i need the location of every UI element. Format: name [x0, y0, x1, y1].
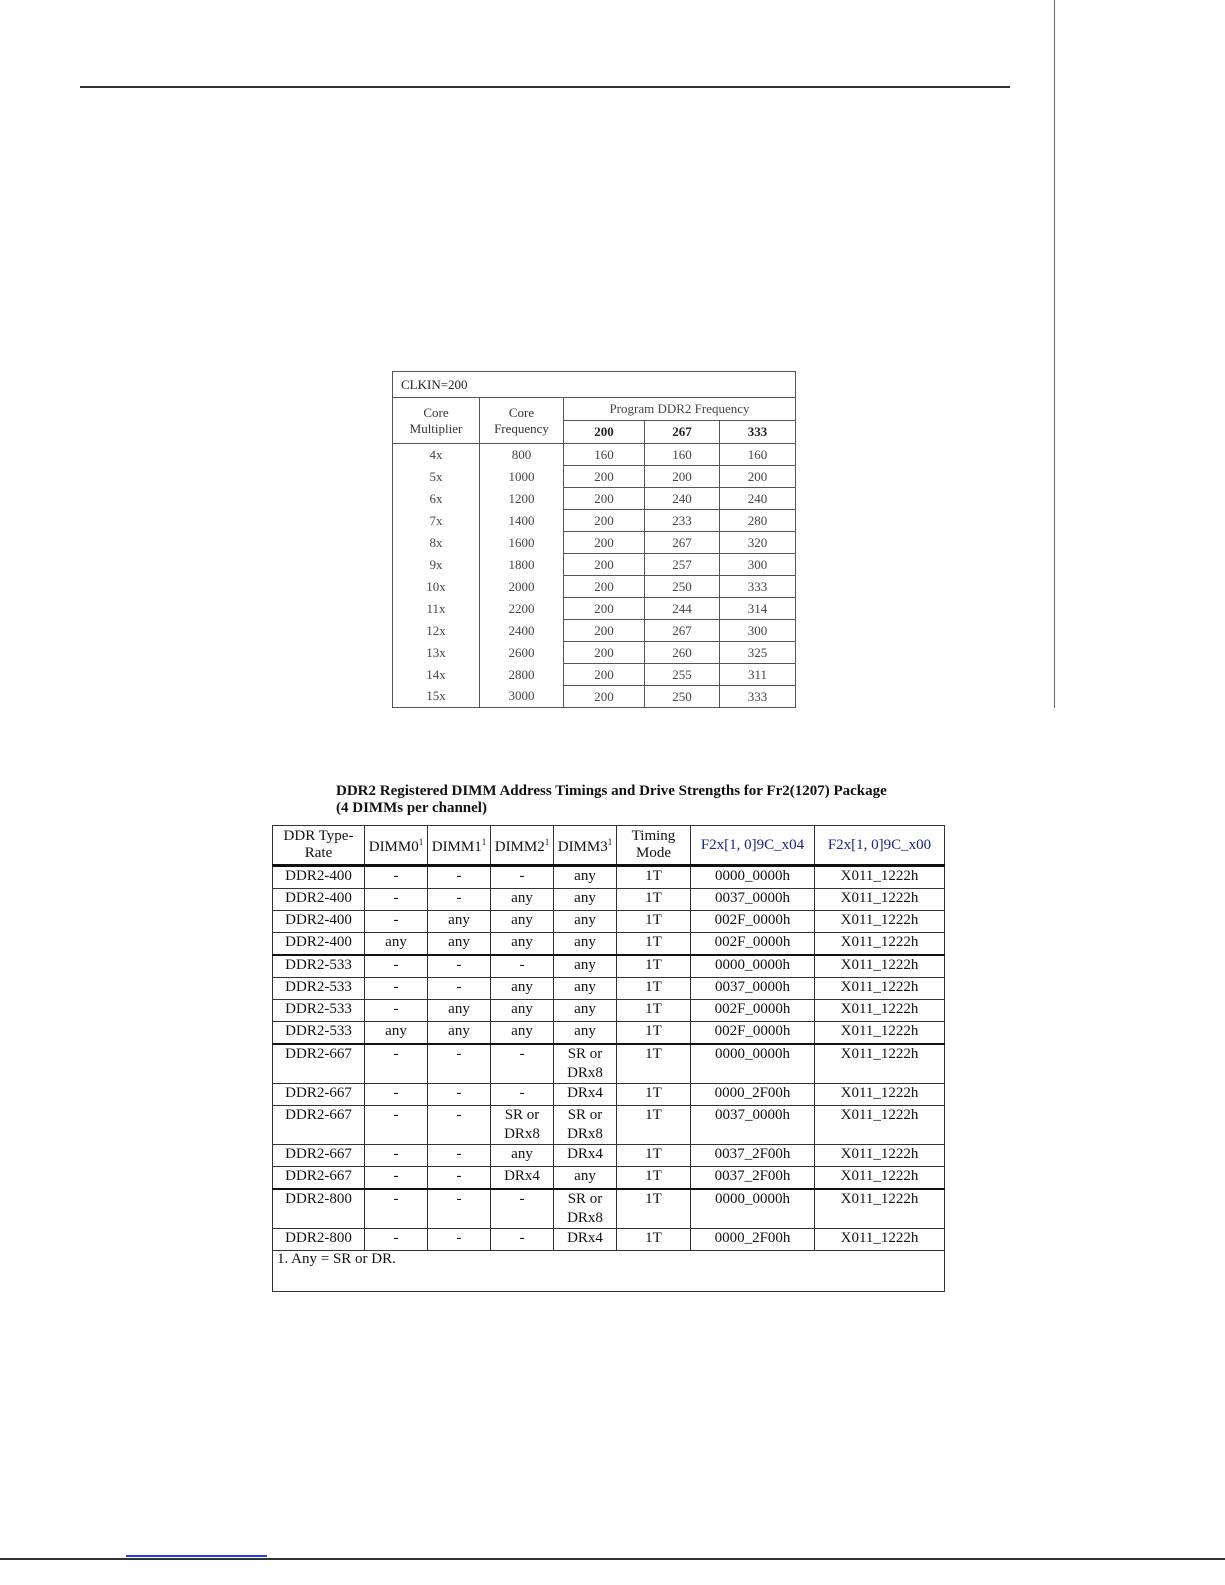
- table-row: [393, 620, 796, 642]
- table-cell: DDR2-533: [273, 978, 365, 1000]
- table-cell: 267: [645, 620, 720, 642]
- table-cell: DRx4: [491, 1167, 554, 1190]
- table-cell: 1T: [617, 1000, 691, 1022]
- table-cell: 6x: [393, 488, 480, 510]
- col-header-333: 333: [720, 421, 796, 444]
- col-header-ddr-type-rate: DDR Type- Rate: [273, 826, 365, 866]
- table-cell: 160: [564, 444, 645, 466]
- table-cell: 200: [564, 466, 645, 488]
- table-cell: 1T: [617, 889, 691, 911]
- table-cell: any: [428, 1000, 491, 1022]
- table-row: [273, 955, 945, 978]
- table-cell: X011_1222h: [815, 866, 945, 889]
- table-cell: SR or DRx8: [554, 1044, 617, 1084]
- table-cell: 233: [645, 510, 720, 532]
- table-footnote: 1. Any = SR or DR.: [273, 1251, 945, 1292]
- table-row: [273, 1000, 945, 1022]
- table-cell: any: [491, 1145, 554, 1167]
- footer-rule: [0, 1558, 1225, 1560]
- table-cell: -: [365, 978, 428, 1000]
- table-cell: any: [554, 1022, 617, 1045]
- table-cell: any: [491, 1022, 554, 1045]
- table-cell: 333: [720, 686, 796, 708]
- table-cell: 1800: [480, 554, 564, 576]
- table-cell: DRx4: [554, 1084, 617, 1106]
- table-cell: -: [428, 1189, 491, 1229]
- table-cell: 12x: [393, 620, 480, 642]
- table-cell: -: [365, 1000, 428, 1022]
- col-header-register-x00: F2x[1, 0]9C_x00: [815, 826, 945, 866]
- table-cell: -: [365, 866, 428, 889]
- table-cell: 160: [645, 444, 720, 466]
- table-row: [393, 642, 796, 664]
- table-title: CLKIN=200: [393, 372, 796, 398]
- ddr-table-caption: DDR2 Registered DIMM Address Timings and Drive Strengths for Fr2(1207) Package (4 DIMMs per channel): [336, 783, 887, 816]
- table-cell: DDR2-667: [273, 1145, 365, 1167]
- table-cell: any: [554, 889, 617, 911]
- col-group-header: Program DDR2 Frequency: [564, 398, 796, 421]
- table-cell: 0037_2F00h: [691, 1167, 815, 1190]
- table-cell: 7x: [393, 510, 480, 532]
- table-cell: 8x: [393, 532, 480, 554]
- table-row: [273, 866, 945, 889]
- table-cell: X011_1222h: [815, 978, 945, 1000]
- table-cell: 280: [720, 510, 796, 532]
- table-cell: -: [365, 1044, 428, 1084]
- table-cell: DDR2-533: [273, 1022, 365, 1045]
- table-cell: -: [491, 866, 554, 889]
- table-cell: SR or DRx8: [554, 1106, 617, 1145]
- table-row: [273, 1167, 945, 1190]
- table-cell: -: [491, 1229, 554, 1251]
- table-row: [393, 466, 796, 488]
- table-cell: -: [428, 955, 491, 978]
- table-cell: 200: [720, 466, 796, 488]
- table-cell: 1T: [617, 1044, 691, 1084]
- table-cell: DDR2-667: [273, 1106, 365, 1145]
- table-cell: DDR2-533: [273, 1000, 365, 1022]
- table-cell: -: [365, 1189, 428, 1229]
- table-cell: 200: [564, 554, 645, 576]
- table-cell: 9x: [393, 554, 480, 576]
- table-cell: -: [365, 1167, 428, 1190]
- table-cell: 002F_0000h: [691, 1022, 815, 1045]
- table-cell: 1T: [617, 1106, 691, 1145]
- table-row: [393, 488, 796, 510]
- table-row: [393, 510, 796, 532]
- table-cell: DRx4: [554, 1229, 617, 1251]
- table-cell: 1T: [617, 1022, 691, 1045]
- table-cell: 250: [645, 686, 720, 708]
- table-cell: 0037_0000h: [691, 889, 815, 911]
- col-header-267: 267: [645, 421, 720, 444]
- table-cell: -: [365, 1106, 428, 1145]
- table-cell: 1600: [480, 532, 564, 554]
- table-cell: any: [428, 1022, 491, 1045]
- table-row: [393, 444, 796, 466]
- table-cell: any: [554, 933, 617, 956]
- table-cell: 1T: [617, 978, 691, 1000]
- table-cell: -: [491, 1084, 554, 1106]
- table-cell: -: [491, 1044, 554, 1084]
- table-cell: -: [428, 866, 491, 889]
- col-header-dimm2: $DIMM2^1$: [491, 826, 554, 866]
- table-row: [273, 1145, 945, 1167]
- table-cell: DDR2-800: [273, 1189, 365, 1229]
- table-row: [273, 1022, 945, 1045]
- col-header-core-multiplier: Core Multiplier: [393, 398, 480, 444]
- table-cell: 244: [645, 598, 720, 620]
- table-cell: X011_1222h: [815, 889, 945, 911]
- table-row: [273, 1189, 945, 1229]
- table-cell: DDR2-800: [273, 1229, 365, 1251]
- table-cell: SR or DRx8: [554, 1189, 617, 1229]
- table-cell: 0000_2F00h: [691, 1229, 815, 1251]
- table-cell: 0000_0000h: [691, 866, 815, 889]
- table-row: [273, 933, 945, 956]
- table-cell: any: [428, 911, 491, 933]
- table-cell: 314: [720, 598, 796, 620]
- table-cell: 240: [645, 488, 720, 510]
- table-cell: 0000_0000h: [691, 1189, 815, 1229]
- table-cell: 1000: [480, 466, 564, 488]
- table-cell: 200: [564, 686, 645, 708]
- table-cell: 0000_2F00h: [691, 1084, 815, 1106]
- table-row: [273, 1084, 945, 1106]
- table-cell: 14x: [393, 664, 480, 686]
- table-cell: X011_1222h: [815, 933, 945, 956]
- table-cell: any: [491, 933, 554, 956]
- table-cell: 002F_0000h: [691, 1000, 815, 1022]
- table-cell: 15x: [393, 686, 480, 708]
- table-cell: 260: [645, 642, 720, 664]
- table-cell: 1T: [617, 1167, 691, 1190]
- table-cell: -: [365, 911, 428, 933]
- table-cell: 200: [564, 598, 645, 620]
- table-cell: 267: [645, 532, 720, 554]
- table-cell: 1T: [617, 1145, 691, 1167]
- table-cell: -: [365, 1084, 428, 1106]
- table-cell: 160: [720, 444, 796, 466]
- col-header-dimm0: $DIMM0^1$: [365, 826, 428, 866]
- col-header-core-frequency: Core Frequency: [480, 398, 564, 444]
- table-cell: any: [365, 933, 428, 956]
- table-cell: 200: [564, 642, 645, 664]
- table-cell: -: [365, 1229, 428, 1251]
- table-row: [393, 532, 796, 554]
- table-cell: any: [554, 866, 617, 889]
- table-cell: X011_1222h: [815, 1084, 945, 1106]
- table-cell: DDR2-400: [273, 866, 365, 889]
- table-cell: 200: [564, 664, 645, 686]
- table-cell: 1400: [480, 510, 564, 532]
- table-cell: 300: [720, 620, 796, 642]
- table-cell: 311: [720, 664, 796, 686]
- table-cell: 1T: [617, 1229, 691, 1251]
- table-cell: 250: [645, 576, 720, 598]
- table-cell: 1T: [617, 955, 691, 978]
- table-cell: 3000: [480, 686, 564, 708]
- table-cell: 2800: [480, 664, 564, 686]
- table-cell: -: [428, 1106, 491, 1145]
- table-cell: -: [365, 889, 428, 911]
- table-cell: 0037_0000h: [691, 1106, 815, 1145]
- table-row: [273, 1044, 945, 1084]
- table-cell: any: [491, 978, 554, 1000]
- table-cell: -: [491, 955, 554, 978]
- col-header-register-x04: F2x[1, 0]9C_x04: [691, 826, 815, 866]
- table-cell: 800: [480, 444, 564, 466]
- side-margin-rule: [1054, 0, 1055, 708]
- table-row: [273, 889, 945, 911]
- table-cell: -: [428, 889, 491, 911]
- table-cell: 200: [564, 620, 645, 642]
- col-header-dimm3: $DIMM3^1$: [554, 826, 617, 866]
- table-cell: -: [365, 1145, 428, 1167]
- table-cell: 1T: [617, 866, 691, 889]
- table-cell: 325: [720, 642, 796, 664]
- table-cell: 13x: [393, 642, 480, 664]
- table-cell: X011_1222h: [815, 1022, 945, 1045]
- table-row: [393, 686, 796, 708]
- table-cell: DDR2-667: [273, 1084, 365, 1106]
- table-cell: -: [428, 978, 491, 1000]
- table-cell: 1T: [617, 1189, 691, 1229]
- table-cell: 0000_0000h: [691, 1044, 815, 1084]
- table-cell: any: [491, 1000, 554, 1022]
- table-cell: any: [554, 1167, 617, 1190]
- table-cell: 333: [720, 576, 796, 598]
- table-row: [273, 978, 945, 1000]
- table-cell: 0000_0000h: [691, 955, 815, 978]
- table-row: [393, 664, 796, 686]
- table-cell: 200: [564, 532, 645, 554]
- table-row: [393, 554, 796, 576]
- table-cell: 320: [720, 532, 796, 554]
- table-row: [273, 1229, 945, 1251]
- table-cell: X011_1222h: [815, 1229, 945, 1251]
- table-cell: 4x: [393, 444, 480, 466]
- table-cell: -: [428, 1229, 491, 1251]
- header-rule: [80, 86, 1010, 88]
- table-cell: 200: [564, 510, 645, 532]
- table-cell: X011_1222h: [815, 1106, 945, 1145]
- footer-link-underline: [126, 1555, 267, 1557]
- table-cell: 2400: [480, 620, 564, 642]
- table-cell: any: [491, 889, 554, 911]
- table-cell: X011_1222h: [815, 1145, 945, 1167]
- table-row: [393, 576, 796, 598]
- table-cell: 1200: [480, 488, 564, 510]
- table-cell: 257: [645, 554, 720, 576]
- table-cell: 1T: [617, 1084, 691, 1106]
- col-header-dimm1: $DIMM1^1$: [428, 826, 491, 866]
- table-cell: -: [428, 1084, 491, 1106]
- table-cell: any: [554, 911, 617, 933]
- table-cell: 5x: [393, 466, 480, 488]
- table-cell: DDR2-400: [273, 933, 365, 956]
- table-cell: 10x: [393, 576, 480, 598]
- table-cell: 0037_0000h: [691, 978, 815, 1000]
- table-cell: any: [554, 1000, 617, 1022]
- ddr2-timing-table: [272, 825, 945, 1292]
- table-cell: DDR2-400: [273, 911, 365, 933]
- table-cell: 11x: [393, 598, 480, 620]
- col-header-timing-mode: Timing Mode: [617, 826, 691, 866]
- table-cell: DDR2-667: [273, 1044, 365, 1084]
- table-cell: 200: [645, 466, 720, 488]
- table-cell: DRx4: [554, 1145, 617, 1167]
- table-cell: any: [554, 955, 617, 978]
- col-header-200: 200: [564, 421, 645, 444]
- table-cell: 1T: [617, 911, 691, 933]
- table-cell: 2000: [480, 576, 564, 598]
- table-cell: DDR2-667: [273, 1167, 365, 1190]
- table-cell: any: [428, 933, 491, 956]
- table-cell: 200: [564, 576, 645, 598]
- table-cell: 0037_2F00h: [691, 1145, 815, 1167]
- table-cell: -: [491, 1189, 554, 1229]
- table-cell: X011_1222h: [815, 955, 945, 978]
- table-cell: X011_1222h: [815, 1000, 945, 1022]
- table-cell: SR or DRx8: [491, 1106, 554, 1145]
- table-cell: 2200: [480, 598, 564, 620]
- table-row: [393, 598, 796, 620]
- table-cell: any: [491, 911, 554, 933]
- table-cell: DDR2-533: [273, 955, 365, 978]
- table-cell: 002F_0000h: [691, 933, 815, 956]
- table-cell: -: [428, 1145, 491, 1167]
- table-cell: 300: [720, 554, 796, 576]
- table-cell: 240: [720, 488, 796, 510]
- clkin-frequency-table: [392, 371, 796, 708]
- table-cell: 2600: [480, 642, 564, 664]
- table-cell: 200: [564, 488, 645, 510]
- table-cell: X011_1222h: [815, 1167, 945, 1190]
- table-cell: DDR2-400: [273, 889, 365, 911]
- table-cell: 1T: [617, 933, 691, 956]
- table-cell: X011_1222h: [815, 911, 945, 933]
- table-row: [273, 911, 945, 933]
- table-cell: -: [365, 955, 428, 978]
- table-row: [273, 1106, 945, 1145]
- table-cell: any: [365, 1022, 428, 1045]
- table-cell: 255: [645, 664, 720, 686]
- table-cell: -: [428, 1167, 491, 1190]
- table-cell: X011_1222h: [815, 1044, 945, 1084]
- table-cell: any: [554, 978, 617, 1000]
- table-cell: 002F_0000h: [691, 911, 815, 933]
- table-cell: -: [428, 1044, 491, 1084]
- table-cell: X011_1222h: [815, 1189, 945, 1229]
